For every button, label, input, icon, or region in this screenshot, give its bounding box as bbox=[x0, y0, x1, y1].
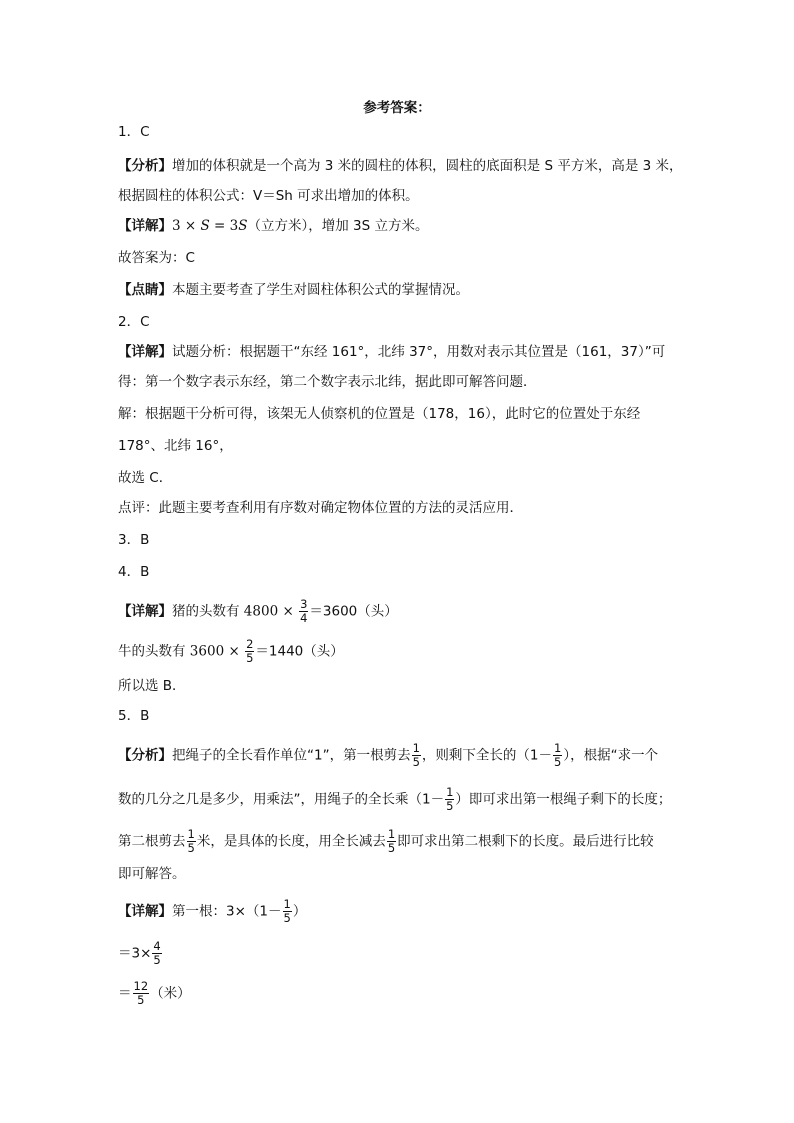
q5-analysis-line-1: 【分析】把绳子的全长看作单位“1”，第一根剪去 $\frac{1}{5}$ ，则剩下全长的（1－ $\frac{1}{5}$ ），根据“求一个 bbox=[118, 741, 659, 769]
detail-tag: 【详解】 bbox=[118, 603, 172, 620]
q5-detail-line-1: 【详解】第一根：3×（1－ $\frac{1}{5}$ ） bbox=[118, 897, 307, 925]
page-title: 参考答案： bbox=[363, 100, 431, 116]
q1-analysis-line-1 bbox=[118, 156, 683, 176]
q5-analysis-line-2: 数的几分之几是多少，用乘法”，用绳子的全长乘（1－ $\frac{1}{5}$ ）即可求出第一根绳子剩下的长度； bbox=[118, 785, 672, 813]
q5-analysis-line-4: 即可解答。 bbox=[118, 866, 186, 882]
q1-point-line: 【点睛】本题主要考查了学生对圆柱体积公式的掌握情况。 bbox=[118, 282, 469, 298]
q3-number: 3．B bbox=[118, 532, 150, 548]
fraction: $\frac{1}{5}$ bbox=[283, 897, 291, 925]
q1-analysis-text-1: 增加的体积就是一个高为 3 米的圆柱的体积，圆柱的底面积是 S 平方米，高是 3 米， bbox=[172, 158, 683, 174]
q2-detail-line-1: 【详解】试题分析：根据题干“东经 161°，北纬 37°，用数对表示其位置是（161，37）”可 bbox=[118, 344, 666, 360]
q2-choose: 故选 C． bbox=[118, 470, 173, 486]
fraction: $\frac{12}{5}$ bbox=[133, 979, 149, 1007]
q5-analysis-line-3: 第二根剪去 $\frac{1}{5}$ 米，是具体的长度，用全长减去 $\frac{1}{5}$ 即可求出第二根剩下的长度。最后进行比较 bbox=[118, 827, 654, 855]
fraction: $\frac{2}{5}$ bbox=[246, 637, 254, 665]
detail-tag: 【详解】 bbox=[118, 344, 172, 360]
q1-answer: 故答案为：C bbox=[118, 250, 195, 266]
q1-analysis-line-2: 根据圆柱的体积公式：V＝Sh 可求出增加的体积。 bbox=[118, 188, 419, 204]
detail-tag: 【详解】 bbox=[118, 218, 172, 234]
q1-detail-line: 【详解】3 × S = 3S（立方米），增加 3S 立方米。 bbox=[118, 218, 429, 234]
fraction: $\frac{3}{4}$ bbox=[300, 597, 308, 625]
q5-detail-line-2: ＝3× $\frac{4}{5}$ bbox=[118, 939, 161, 967]
q2-detail-line-2: 得：第一个数字表示东经，第二个数字表示北纬，据此即可解答问题． bbox=[118, 374, 537, 390]
q2-number: 2．C bbox=[118, 314, 150, 330]
fraction: $\frac{1}{5}$ bbox=[446, 785, 454, 813]
q2-solve-line-2: 178°、北纬 16°， bbox=[118, 438, 233, 454]
fraction: $\frac{1}{5}$ bbox=[187, 827, 195, 855]
analysis-tag: 【分析】 bbox=[118, 747, 172, 764]
q4-choose: 所以选 B． bbox=[118, 678, 186, 694]
q5-number: 5．B bbox=[118, 708, 150, 724]
q4-pig-line: 【详解】猪的头数有 4800 × $\frac{3}{4}$ ＝3600（头） bbox=[118, 597, 398, 625]
q1-number: 1．C bbox=[118, 124, 150, 140]
detail-tag: 【详解】 bbox=[118, 903, 172, 920]
q4-number: 4．B bbox=[118, 564, 150, 580]
q2-solve-line-1: 解：根据题干分析可得，该架无人侦察机的位置是（178，16），此时它的位置处于东经 bbox=[118, 406, 641, 422]
fraction: $\frac{1}{5}$ bbox=[387, 827, 396, 855]
q4-cow-line: 牛的头数有 3600 × $\frac{2}{5}$ ＝1440（头） bbox=[118, 637, 344, 665]
fraction: $\frac{4}{5}$ bbox=[153, 939, 161, 967]
q5-detail-line-3: ＝ $\frac{12}{5}$ （米） bbox=[118, 979, 191, 1007]
point-tag: 【点睛】 bbox=[118, 282, 172, 298]
analysis-tag: 【分析】 bbox=[118, 158, 172, 174]
q2-comment: 点评：此题主要考查利用有序数对确定物体位置的方法的灵活应用． bbox=[118, 500, 523, 516]
fraction: $\frac{1}{5}$ bbox=[554, 741, 562, 769]
fraction: $\frac{1}{5}$ bbox=[412, 741, 420, 769]
